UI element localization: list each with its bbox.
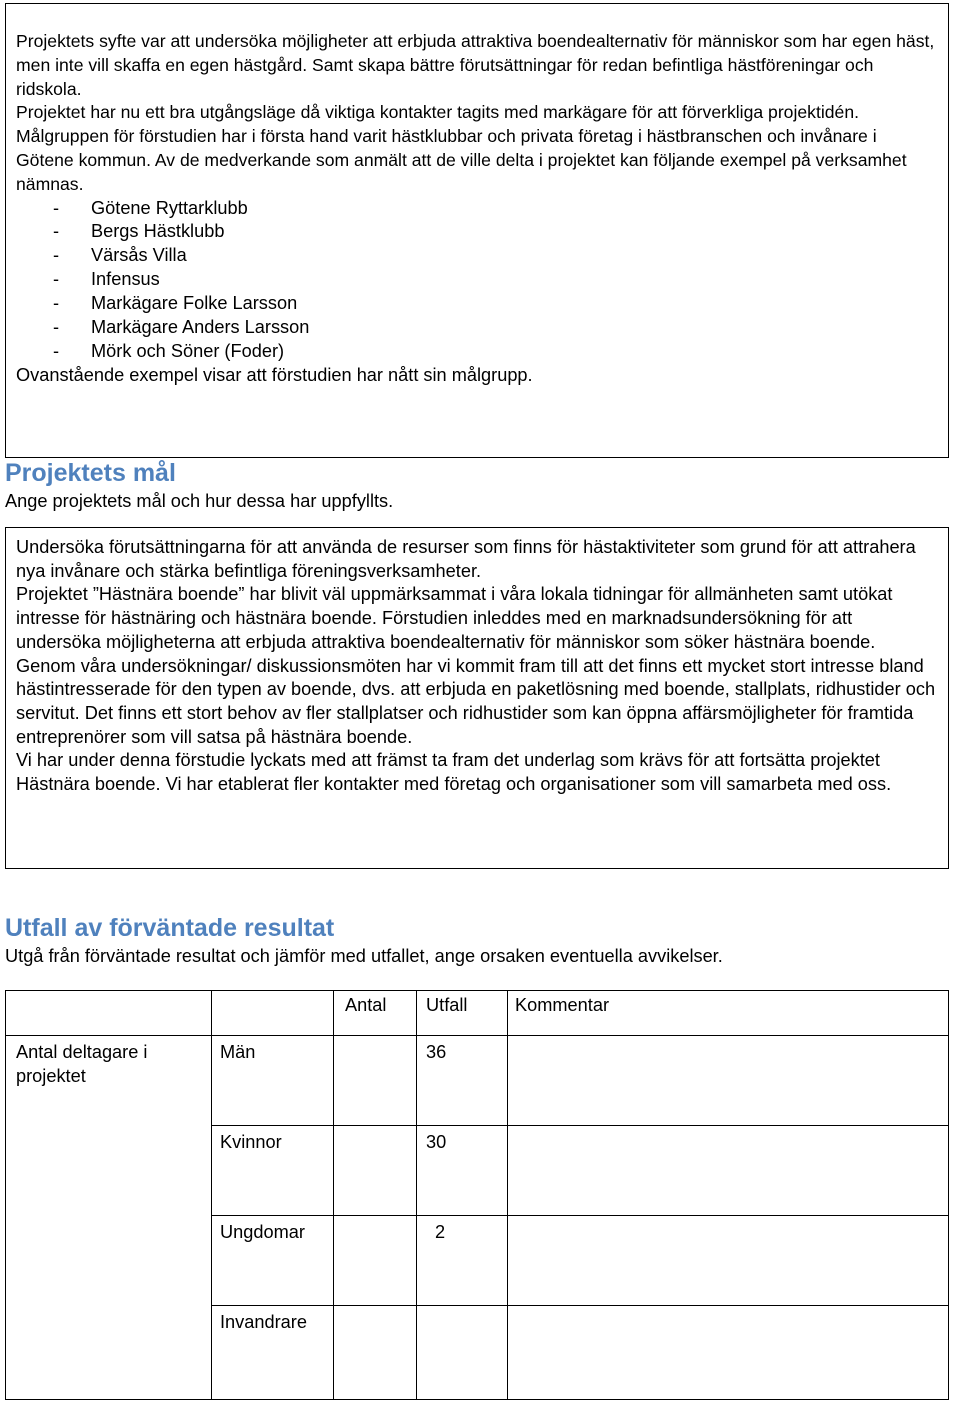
row-label-cell: Invandrare <box>212 1306 334 1400</box>
list-item: - Mörk och Söner (Foder) <box>53 341 285 362</box>
list-item: - Markägare Folke Larsson <box>53 293 298 314</box>
section-heading-results: Utfall av förväntade resultat <box>5 914 335 942</box>
table-header-utfall: Utfall <box>417 991 508 1036</box>
comment-cell <box>508 1126 949 1216</box>
utfall-cell: 36 <box>417 1036 508 1126</box>
row-label-cell: Ungdomar <box>212 1216 334 1306</box>
participant-list <box>16 197 938 364</box>
table-row <box>6 1036 949 1126</box>
outcome-paragraph: Projektet ”Hästnära boende” har blivit väl uppmärksammat i våra lokala tidningar för allmänheten samt utökat intresse för hästnäring och hästnära boende. Förstudien inleddes med en marknadsundersökning för att undersöka möjligheterna att erbjuda attraktiva boendealternativ för människor som söker hästnära boende. Genom våra undersökningar/ diskussionsmöten har vi kommit fram till att det finns ett mycket stort intresse bland hästintresserade för den typen av boende, dvs. att erbjuda en paketlösning med boende, stallplats, ridhustider och servitut. Det finns ett stort behov av fler stallplatser och ridhustider som kan öppna affärsmöjligheter för framtida entreprenörer som vill satsa på hästnära boende. <box>16 584 936 747</box>
group-label-cell: Antal deltagare i projektet <box>6 1036 212 1400</box>
antal-cell <box>334 1306 417 1400</box>
table-header-row <box>6 991 949 1036</box>
summary-paragraph: Vi har under denna förstudie lyckats med att främst ta fram det underlag som krävs för att fortsätta projektet Hästnära boende. Vi har etablerat fler kontakter med företag och organisationer som vill samarbeta med oss. <box>16 750 892 795</box>
utfall-cell: 30 <box>417 1126 508 1216</box>
goal-paragraph: Undersöka förutsättningarna för att använda de resurser som finns för hästaktiviteter som grund för att attrahera nya invånare och stärka befintliga föreningsverksamheter. <box>16 537 916 581</box>
row-label-cell: Kvinnor <box>212 1126 334 1216</box>
list-item: - Värsås Villa <box>53 245 187 266</box>
list-item: - Götene Ryttarklubb <box>53 197 248 218</box>
antal-cell <box>334 1036 417 1126</box>
table-header-cell <box>212 991 334 1036</box>
list-item: - Markägare Anders Larsson <box>53 317 310 338</box>
list-item: - Bergs Hästklubb <box>53 221 225 242</box>
utfall-cell: 2 <box>417 1216 508 1306</box>
project-purpose-box <box>5 3 949 458</box>
table-header-cell <box>6 991 212 1036</box>
table-header-antal: Antal <box>334 991 417 1036</box>
target-group-paragraph: Målgruppen för förstudien har i första hand varit hästklubbar och privata företag i hästbranschen och invånare i Götene kommun. Av de medverkande som anmält att de ville delta i projektet kan följande exempel på verksamhet nämnas. <box>16 126 907 194</box>
antal-cell <box>334 1126 417 1216</box>
row-label-cell: Män <box>212 1036 334 1126</box>
results-table <box>5 990 949 1400</box>
section-subtitle-results: Utgå från förväntade resultat och jämför med utfallet, ange orsaken eventuella avvikelser. <box>5 946 723 966</box>
project-goals-box <box>5 527 949 869</box>
utfall-cell <box>417 1306 508 1400</box>
section-heading-goals: Projektets mål <box>5 459 176 487</box>
conclusion-paragraph: Ovanstående exempel visar att förstudien har nått sin målgrupp. <box>16 364 533 385</box>
comment-cell <box>508 1216 949 1306</box>
list-item: - Infensus <box>53 269 160 290</box>
starting-position-paragraph: Projektet har nu ett bra utgångsläge då viktiga kontakter tagits med markägare för att förverkliga projektidén. <box>16 102 859 123</box>
section-subtitle-goals: Ange projektets mål och hur dessa har uppfyllts. <box>5 491 394 511</box>
table-header-kommentar: Kommentar <box>508 991 949 1036</box>
purpose-paragraph: Projektets syfte var att undersöka möjligheter att erbjuda attraktiva boendealternativ för människor som har egen häst, men inte vill skaffa en egen hästgård. Samt skapa bättre förutsättningar för redan befintliga hästföreningar och ridskola. <box>16 31 935 99</box>
comment-cell <box>508 1306 949 1400</box>
antal-cell <box>334 1216 417 1306</box>
comment-cell <box>508 1036 949 1126</box>
